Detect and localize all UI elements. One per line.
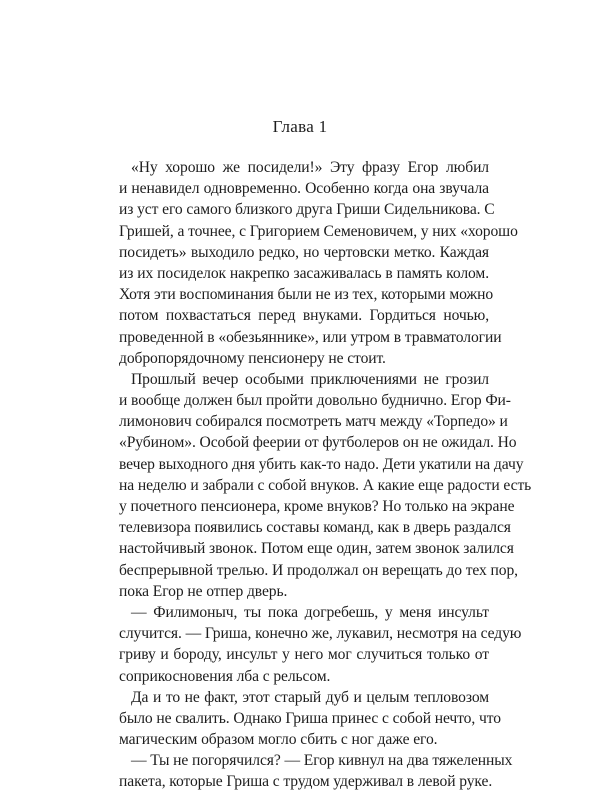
text-line: на неделю и забрали с собой внуков. А какие еще радости есть xyxy=(119,476,532,494)
text-line: — Филимоныч, ты пока догребешь, у меня инсульт xyxy=(131,603,489,621)
text-line: вечер выходного дня убить как-то надо. Дети укатили на дачу xyxy=(119,455,524,473)
text-line: посидеть» выходило редко, но чертовски метко. Каждая xyxy=(119,243,489,261)
text-line: и ненавидел одновременно. Особенно когда она звучала xyxy=(119,180,489,198)
text-line: «Рубином». Особой феерии от футболеров он не ожидал. Но xyxy=(119,434,517,452)
text-line: гриву и бороду, инсульт у него мог случиться только от xyxy=(119,646,489,664)
chapter-text xyxy=(119,157,532,793)
text-line: магическим образом могло сбить с ног даже его. xyxy=(119,731,438,749)
text-line: Прошлый вечер особыми приключениями не грозил xyxy=(131,370,489,388)
text-line: Да и то не факт, этот старый дуб и целым тепловозом xyxy=(131,688,489,706)
text-line: соприкосновения лба с рельсом. xyxy=(119,667,331,685)
text-line: из их посиделок накрепко засаживалась в память колом. xyxy=(119,264,489,282)
text-line: лимонович собирался посмотреть матч между «Торпедо» и xyxy=(119,413,508,431)
text-line: из уст его самого близкого друга Гриши Сидельникова. С xyxy=(119,201,495,219)
text-line: добропорядочному пенсионеру не стоит. xyxy=(119,349,386,367)
text-line: было не свалить. Однако Гриша принес с собой нечто, что xyxy=(119,709,501,727)
text-line: Хотя эти воспоминания были не из тех, которыми можно xyxy=(119,286,494,304)
text-line: потом похвастаться перед внуками. Гордиться ночью, xyxy=(119,307,489,325)
text-line: телевизора появились составы команд, как в дверь раздался xyxy=(119,519,511,537)
text-line: «Ну хорошо же посидели!» Эту фразу Егор любил xyxy=(131,159,489,176)
text-line: и вообще должен был пройти довольно буднично. Егор Фи- xyxy=(119,392,511,410)
text-line: — Ты не погорячился? — Егор кивнул на два тяжеленных xyxy=(131,752,513,770)
text-line: Гришей, а точнее, с Григорием Семеновичем, у них «хорошо xyxy=(119,222,518,240)
text-line: настойчивый звонок. Потом еще один, затем звонок залился xyxy=(119,540,514,558)
text-line: у почетного пенсионера, кроме внуков? Но только на экране xyxy=(119,498,515,515)
text-line: проведенной в «обезьяннике», или утром в травматологии xyxy=(119,328,502,346)
chapter-title: Глава 1 xyxy=(272,117,328,136)
text-line: беспрерывной трелью. И продолжал он верещать до тех пор, xyxy=(119,561,518,579)
text-line: случится. — Гриша, конечно же, лукавил, несмотря на седую xyxy=(119,625,522,643)
text-line: пакета, которые Гриша с трудом удерживал в левой руке. xyxy=(119,773,493,791)
text-line: пока Егор не отпер дверь. xyxy=(119,582,288,600)
